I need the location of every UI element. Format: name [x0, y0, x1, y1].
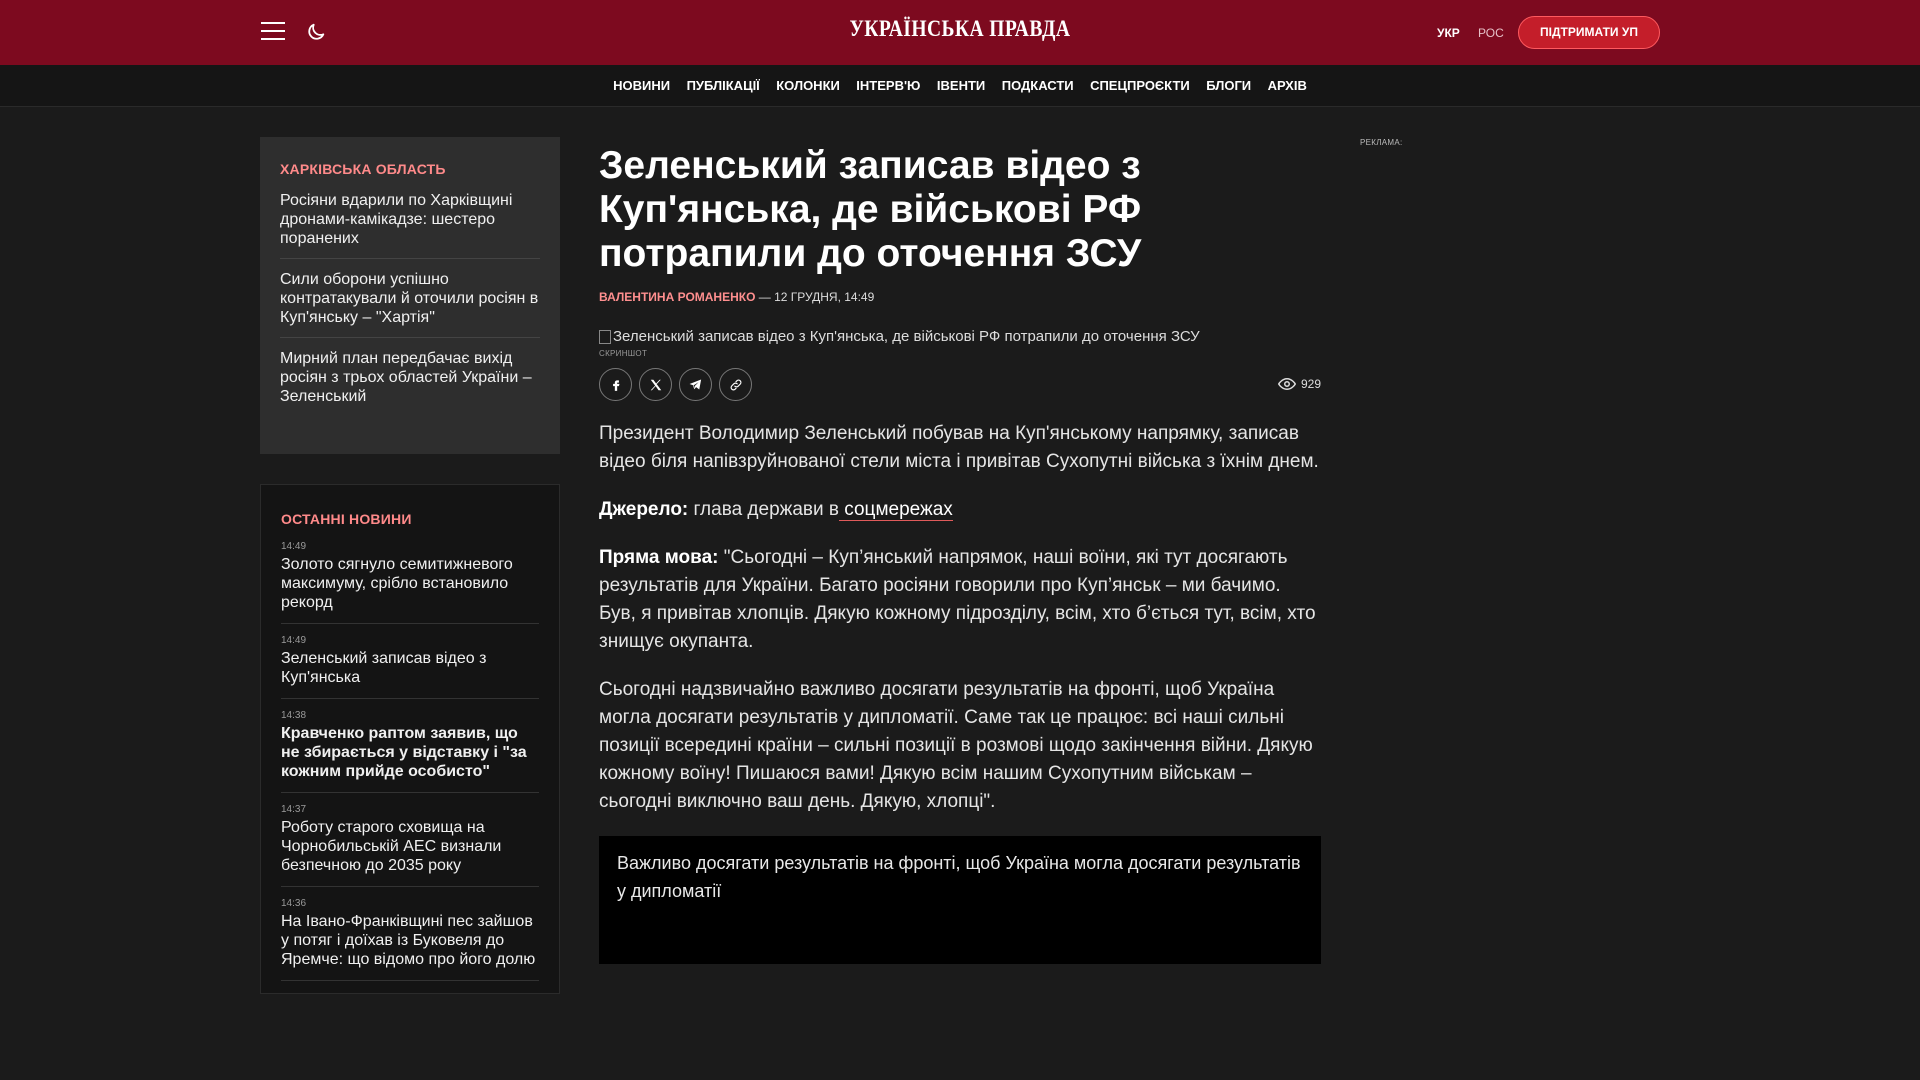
- news-title[interactable]: Роботу старого сховища на Чорнобильській АЕС визнали безпечною до 2035 року: [281, 819, 502, 874]
- source-text: глава держави в: [688, 499, 839, 520]
- latest-news-item[interactable]: [281, 898, 539, 981]
- support-button[interactable]: ПІДТРИМАТИ УП: [1518, 16, 1660, 49]
- news-time: 14:37: [281, 804, 307, 815]
- view-count: [1278, 377, 1321, 391]
- news-title[interactable]: Кравченко раптом заявив, що не збирається у відставку і "за кожним прийде особисто": [281, 725, 527, 780]
- embedded-post-text: Важливо досягати результатів на фронті, щоб Україна могла досягати результатів у дипломатії: [617, 853, 1301, 901]
- latest-news-item[interactable]: [281, 804, 539, 887]
- quote-label: Пряма мова:: [599, 547, 719, 568]
- latest-news-item[interactable]: [281, 635, 539, 699]
- embedded-post[interactable]: [599, 836, 1321, 964]
- nav-special-projects[interactable]: СПЕЦПРОЄКТИ: [1090, 78, 1190, 93]
- news-time: 14:49: [281, 541, 307, 552]
- article-date: — 12 ГРУДНЯ, 14:49: [755, 290, 875, 304]
- news-title[interactable]: Зеленський записав відео з Куп'янська: [281, 650, 487, 686]
- article-image: [599, 328, 1321, 345]
- share-row: [599, 368, 1321, 402]
- nav-interviews[interactable]: ІНТЕРВ'Ю: [856, 78, 921, 93]
- byline: [599, 290, 1321, 304]
- nav-blogs[interactable]: БЛОГИ: [1206, 78, 1252, 93]
- nav-archive[interactable]: АРХІВ: [1267, 78, 1307, 93]
- news-time: 14:38: [281, 710, 307, 721]
- main-nav: [0, 65, 1920, 107]
- news-title[interactable]: Золото сягнуло семитижневого максимуму, срібло встановило рекорд: [281, 556, 513, 611]
- copy-link-icon[interactable]: [719, 368, 752, 401]
- ad-label: РЕКЛАМА:: [1360, 138, 1403, 147]
- nav-publications[interactable]: ПУБЛІКАЦІЇ: [686, 78, 760, 93]
- site-logo[interactable]: УКРАЇНСЬКА ПРАВДА: [849, 16, 1071, 41]
- nav-events[interactable]: ІВЕНТИ: [936, 78, 986, 93]
- quote-paragraph: [599, 544, 1321, 656]
- region-title[interactable]: ХАРКІВСЬКА ОБЛАСТЬ: [280, 161, 446, 177]
- source-label: Джерело:: [599, 499, 689, 520]
- news-time: 14:36: [281, 898, 307, 909]
- nav-columns[interactable]: КОЛОНКИ: [776, 78, 840, 93]
- quote-text: "Сьогодні – Куп’янський напрямок, наші воїни, які тут досягають результатів для України. Багато росіяни говорили про Куп’янськ – ми бачимо. Був, я привітав хлопців. Дякую кожному підрозділу, всім, хто б’ється тут, всім, хто знищує окупанта.: [599, 547, 1316, 652]
- top-bar: [0, 0, 1920, 65]
- author-link[interactable]: ВАЛЕНТИНА РОМАНЕНКО: [599, 290, 756, 304]
- region-news-item[interactable]: Росіяни вдарили по Харківщині дронами-камікадзе: шестеро поранених: [280, 191, 540, 259]
- region-news-item[interactable]: Сили оборони успішно контратакували й оточили росіян в Куп'янську – "Хартія": [280, 259, 540, 338]
- region-news-box: [260, 137, 560, 454]
- paragraph: Сьогодні надзвичайно важливо досягати результатів на фронті, щоб Україна могла досягати результатів у дипломатії. Саме так це працює: всі наші сильні позиції всередині країни – сильні позиції в розмові щодо закінчення війни. Дякую кожному воїну! Пишаюся вами! Дякую всім нашим Сухопутним військам – сьогодні виключно ваш день. Дякую, хлопці".: [599, 679, 1313, 812]
- source-link[interactable]: соцмережах: [839, 499, 953, 520]
- news-title[interactable]: На Івано-Франківщині пес зайшов у потяг і доїхав із Буковеля до Яремче: що відомо про його долю: [281, 913, 536, 968]
- article-headline: Зеленський записав відео з Куп'янська, де військові РФ потрапили до оточення ЗСУ: [599, 144, 1142, 275]
- news-time: 14:49: [281, 635, 307, 646]
- latest-news-box: [260, 484, 560, 994]
- facebook-icon[interactable]: [599, 368, 632, 401]
- x-twitter-icon[interactable]: [639, 368, 672, 401]
- image-caption: СКРИНШОТ: [599, 349, 648, 358]
- region-news-item[interactable]: Мирний план передбачає вихід росіян з трьох областей України – Зеленський: [280, 350, 532, 405]
- telegram-icon[interactable]: [679, 368, 712, 401]
- latest-news-item[interactable]: [281, 710, 539, 793]
- nav-podcasts[interactable]: ПОДКАСТИ: [1001, 78, 1074, 93]
- image-alt-text: Зеленський записав відео з Куп'янська, де військові РФ потрапили до оточення ЗСУ: [613, 328, 1200, 345]
- article: [599, 144, 1321, 964]
- source-paragraph: [599, 496, 1321, 524]
- views-number: 929: [1300, 377, 1321, 391]
- latest-news-title: ОСТАННІ НОВИНИ: [281, 511, 412, 527]
- latest-news-item[interactable]: [281, 541, 539, 624]
- nav-news[interactable]: НОВИНИ: [613, 78, 671, 93]
- paragraph: Президент Володимир Зеленський побував на Куп'янському напрямку, записав відео біля напівзруйнованої стели міста і привітав Сухопутні війська з їхнім днем.: [599, 423, 1319, 472]
- eye-icon: [1278, 378, 1296, 390]
- broken-image-icon: [599, 330, 611, 344]
- lang-ukr-link[interactable]: УКР: [1437, 26, 1460, 40]
- lang-ros-link[interactable]: РОС: [1478, 26, 1504, 40]
